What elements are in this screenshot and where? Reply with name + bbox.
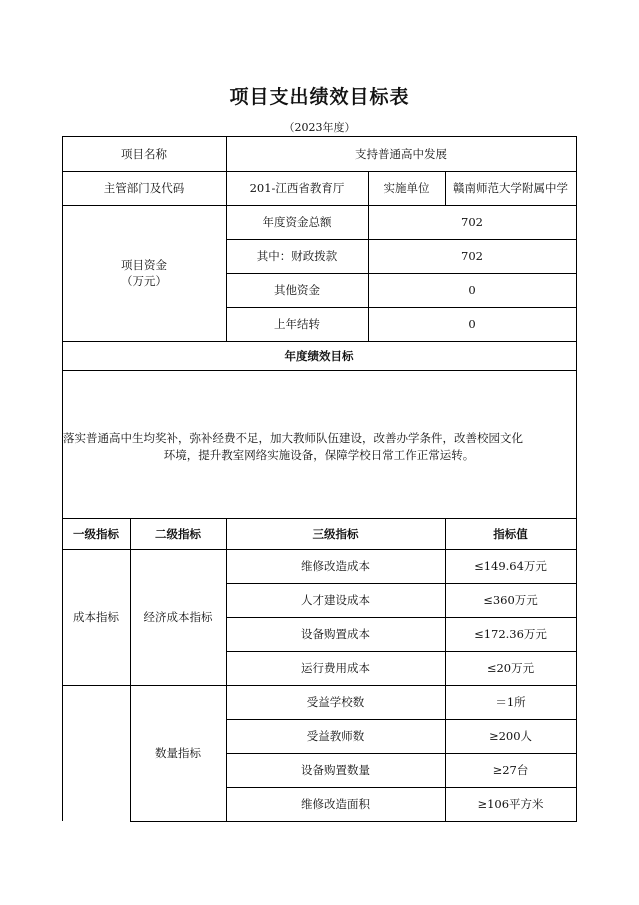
indicator-value: ＝1所 (495, 695, 526, 709)
indicator-value: ≥106平方米 (477, 797, 544, 811)
header-value: 指标值 (493, 526, 528, 541)
dept-value: 201-江西省教育厅 (249, 181, 345, 195)
indicator-name: 维修改造面积 (301, 797, 370, 811)
indicator-name: 维修改造成本 (301, 559, 370, 573)
funds-row-value: 0 (468, 317, 476, 331)
annual-goal-heading: 年度绩效目标 (284, 348, 354, 363)
indicator-value: ≤149.64万元 (474, 559, 547, 573)
impl-label: 实施单位 (383, 181, 430, 195)
annual-goal-line2: 环境，提升教室网络实施设备，保障学校日常工作正常运转。 (163, 448, 475, 462)
project-name-value: 支持普通高中发展 (355, 146, 447, 161)
funds-row-label: 上年结转 (274, 317, 320, 331)
output-level2: 数量指标 (155, 746, 201, 760)
page-title: 项目支出绩效目标表 (229, 86, 410, 108)
funds-label-line1: 项目资金 (121, 258, 167, 272)
indicator-value: ≤360万元 (483, 593, 538, 607)
funds-row-value: 0 (468, 283, 476, 297)
cost-level1: 成本指标 (73, 610, 119, 624)
header-level3: 三级指标 (312, 526, 359, 541)
funds-row-label: 其中：财政拨款 (256, 249, 338, 263)
funds-label-line2: （万元） (121, 274, 167, 288)
indicator-name: 运行费用成本 (301, 661, 370, 675)
indicator-name: 设备购置成本 (301, 627, 370, 641)
annual-goal-text (63, 430, 575, 464)
indicator-value: ≥27台 (492, 763, 529, 777)
funds-row-value: 702 (461, 215, 483, 229)
funds-label (62, 205, 226, 341)
annual-goal-line1: 落实普通高中生均奖补，弥补经费不足，加大教师队伍建设，改善办学条件，改善校园文化 (63, 431, 523, 445)
indicator-value: ≤20万元 (486, 661, 535, 675)
indicator-name: 设备购置数量 (301, 763, 370, 777)
project-name-label: 项目名称 (121, 146, 167, 161)
impl-value: 赣南师范大学附属中学 (453, 181, 568, 195)
cost-level2: 经济成本指标 (143, 610, 213, 624)
header-level1: 一级指标 (73, 526, 119, 541)
dept-label: 主管部门及代码 (103, 181, 185, 195)
indicator-value: ≥200人 (488, 729, 533, 743)
year-note: （2023年度） (283, 121, 356, 134)
indicator-name: 受益教师数 (306, 729, 365, 743)
indicator-value: ≤172.36万元 (474, 627, 547, 641)
header-level2: 二级指标 (155, 526, 201, 541)
funds-row-label: 年度资金总额 (262, 215, 332, 229)
funds-row-value: 702 (461, 249, 483, 263)
funds-row-label: 其他资金 (274, 283, 320, 297)
indicator-name: 人才建设成本 (301, 593, 370, 607)
indicator-name: 受益学校数 (306, 695, 365, 709)
